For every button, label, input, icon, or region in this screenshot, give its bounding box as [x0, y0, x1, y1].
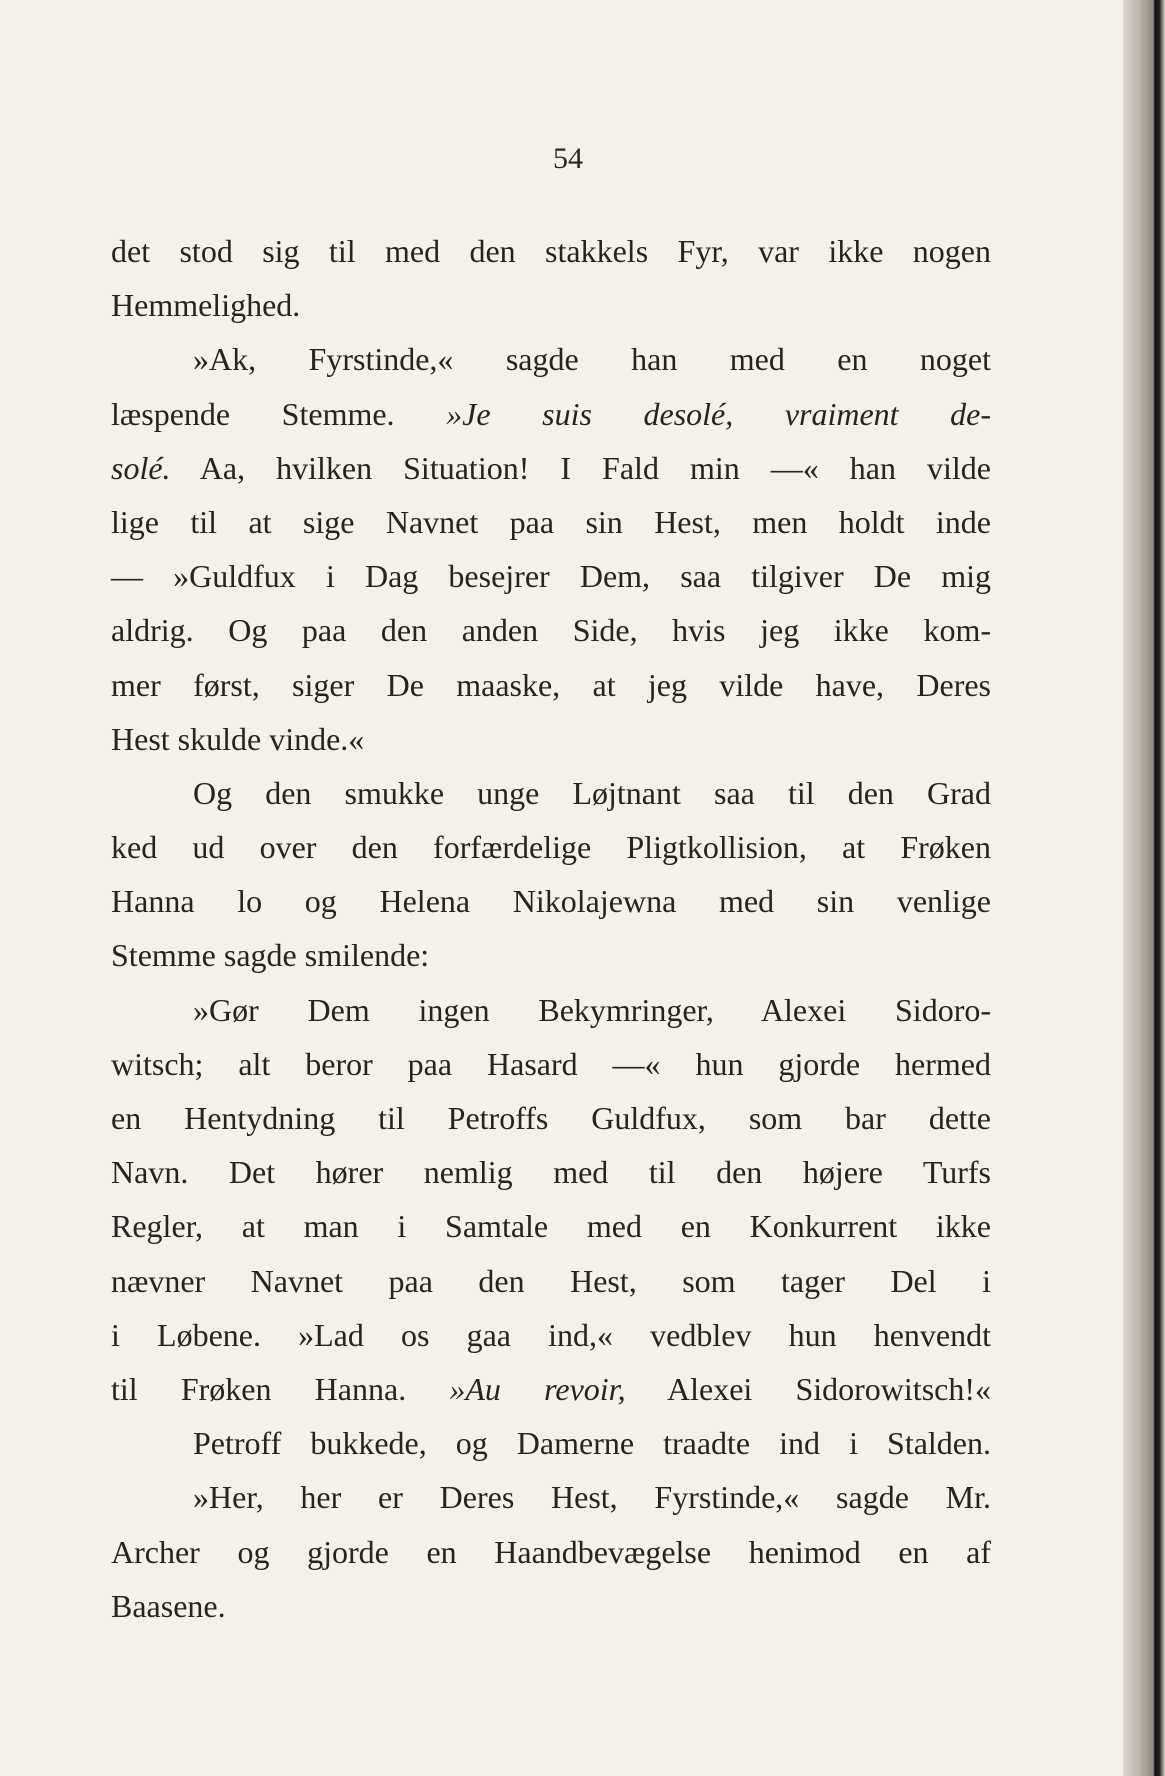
text-segment: aldrig. Og paa den anden Side, hvis jeg ikke kom- — [111, 612, 991, 649]
text-segment: nævner Navnet paa den Hest, som tager Del i — [111, 1262, 991, 1299]
italic-text-segment: »Au revoir, — [449, 1370, 626, 1407]
text-line — [111, 1199, 991, 1253]
text-segment: Hest skulde vinde.« — [111, 720, 365, 757]
text-segment: mer først, siger De maaske, at jeg vilde have, Deres — [111, 666, 991, 703]
text-line — [111, 603, 991, 657]
text-segment: Petroff bukkede, og Damerne traadte ind i Stalden. — [193, 1425, 991, 1462]
text-line — [111, 928, 991, 982]
text-line — [111, 1308, 991, 1362]
text-line — [111, 495, 991, 549]
page-number: 54 — [553, 142, 583, 175]
text-segment: lige til at sige Navnet paa sin Hest, men holdt inde — [111, 503, 991, 540]
text-line — [111, 549, 991, 603]
text-segment: Regler, at man i Samtale med en Konkurrent ikke — [111, 1208, 991, 1245]
text-segment: Hanna lo og Helena Nikolajewna med sin venlige — [111, 883, 991, 920]
text-line — [111, 1091, 991, 1145]
text-segment: Navn. Det hører nemlig med til den højere Turfs — [111, 1154, 991, 1191]
text-segment: witsch; alt beror paa Hasard —« hun gjorde hermed — [111, 1045, 991, 1082]
text-line — [111, 224, 991, 278]
text-line — [111, 1470, 991, 1524]
text-segment: til Frøken Hanna. — [111, 1370, 450, 1407]
text-line — [111, 1145, 991, 1199]
text-line — [111, 1579, 991, 1633]
text-segment: læspende Stemme. — [111, 395, 447, 432]
text-line — [111, 332, 991, 386]
text-line — [111, 712, 991, 766]
text-segment: Archer og gjorde en Haandbevægelse henimod en af — [111, 1533, 991, 1570]
text-line — [111, 658, 991, 712]
text-segment: — »Guldfux i Dag besejrer Dem, saa tilgiver De mig — [111, 558, 991, 595]
text-line — [111, 387, 991, 441]
text-line — [111, 441, 991, 495]
text-line — [111, 1525, 991, 1579]
text-line — [111, 983, 991, 1037]
text-line — [111, 820, 991, 874]
text-segment: Stemme sagde smilende: — [111, 937, 430, 974]
italic-text-segment: »Je suis desolé, vraiment de- — [446, 395, 991, 432]
text-line — [111, 766, 991, 820]
text-segment: Og den smukke unge Løjtnant saa til den Grad — [193, 774, 991, 811]
text-segment: ked ud over den forfærdelige Pligtkollision, at Frøken — [111, 829, 991, 866]
body-text — [111, 224, 991, 1633]
text-line — [111, 278, 991, 332]
text-segment: »Ak, Fyrstinde,« sagde han med en noget — [193, 341, 991, 378]
text-segment: det stod sig til med den stakkels Fyr, var ikke nogen — [111, 233, 991, 269]
text-line — [111, 874, 991, 928]
text-segment: Hemmelighed. — [111, 287, 301, 324]
text-segment: »Her, her er Deres Hest, Fyrstinde,« sagde Mr. — [193, 1479, 991, 1516]
text-segment: en Hentydning til Petroffs Guldfux, som bar dette — [111, 1100, 991, 1136]
text-segment: Aa, hvilken Situation! I Fald min —« han vilde — [170, 449, 991, 486]
text-line — [111, 1254, 991, 1308]
text-line — [111, 1037, 991, 1091]
text-segment: Alexei Sidorowitsch!« — [625, 1370, 992, 1407]
page-edge-shadow — [1123, 0, 1165, 1776]
text-line — [111, 1416, 991, 1470]
text-line — [111, 1362, 991, 1416]
italic-text-segment: solé. — [111, 449, 171, 486]
text-segment: i Løbene. »Lad os gaa ind,« vedblev hun henvendt — [111, 1316, 991, 1353]
text-segment: »Gør Dem ingen Bekymringer, Alexei Sidoro- — [193, 991, 991, 1028]
text-segment: Baasene. — [111, 1587, 226, 1624]
